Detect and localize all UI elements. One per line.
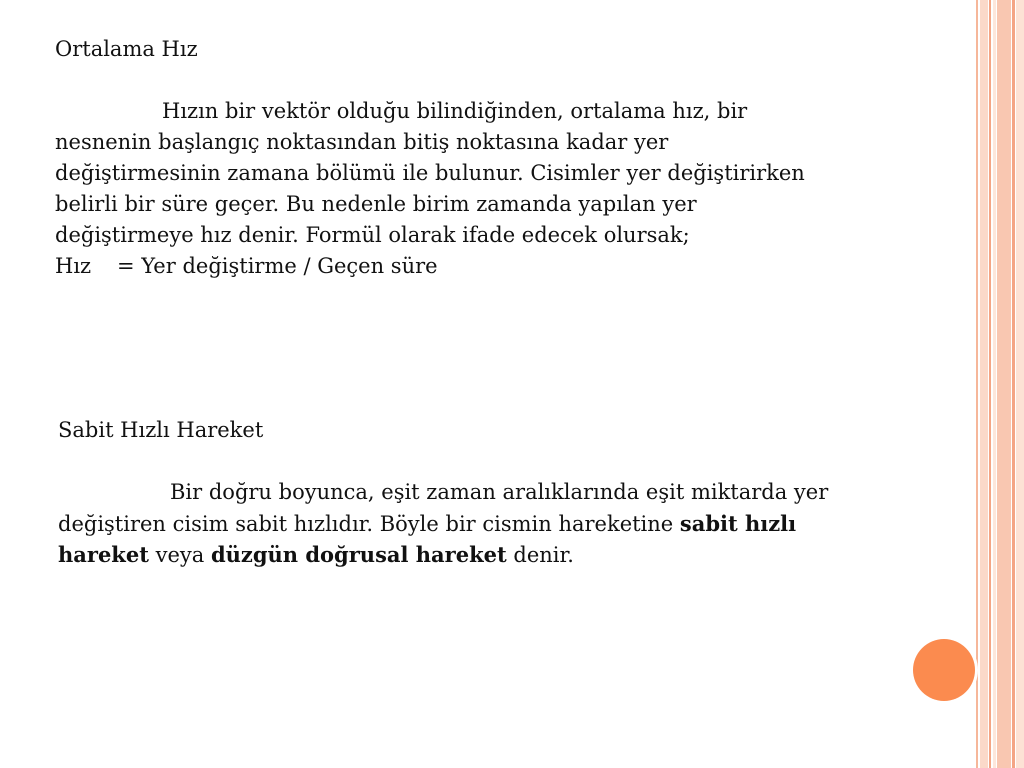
formula-lhs: Hız	[55, 254, 92, 278]
blank-line	[55, 65, 805, 96]
paragraph-line	[58, 508, 828, 539]
paragraph-line: değiştirmesinin zamana bölümü ile bulunur. Cisimler yer değiştirirken	[55, 161, 805, 185]
paragraph-line: Hızın bir vektör olduğu bilindiğinden, ortalama hız, bir	[162, 99, 748, 123]
decor-stripe	[989, 0, 991, 768]
bold-term: sabit hızlı	[679, 511, 797, 536]
formula-rhs: = Yer değiştirme / Geçen süre	[117, 254, 438, 278]
section-constant-speed	[58, 415, 828, 570]
decor-stripe	[976, 0, 978, 768]
decor-stripe	[993, 0, 996, 768]
blank-line	[58, 446, 828, 477]
section-average-speed	[55, 34, 805, 282]
section-title: Ortalama Hız	[55, 37, 198, 61]
decor-stripe	[1016, 0, 1024, 768]
bold-term: düzgün doğrusal hareket	[210, 542, 507, 567]
text-run: denir.	[506, 543, 574, 567]
section-title: Sabit Hızlı Hareket	[58, 418, 264, 442]
decor-stripe	[1012, 0, 1015, 768]
paragraph-line: değiştirmeye hız denir. Formül olarak ifade edecek olursak;	[55, 223, 690, 247]
paragraph-line: belirli bir süre geçer. Bu nedenle birim zamanda yapılan yer	[55, 192, 697, 216]
paragraph-line: Bir doğru boyunca, eşit zaman aralıklarında eşit miktarda yer	[170, 480, 829, 504]
bold-term: hareket	[58, 542, 149, 567]
text-run: veya	[148, 543, 211, 567]
decor-stripe	[997, 0, 1011, 768]
decor-stripe	[980, 0, 988, 768]
decor-circle-icon	[913, 639, 975, 701]
formula-line	[55, 251, 805, 282]
paragraph-line: nesnenin başlangıç noktasından bitiş noktasına kadar yer	[55, 130, 669, 154]
paragraph-line	[58, 539, 828, 570]
text-run: değiştiren cisim sabit hızlıdır. Böyle bir cismin hareketine	[58, 512, 680, 536]
